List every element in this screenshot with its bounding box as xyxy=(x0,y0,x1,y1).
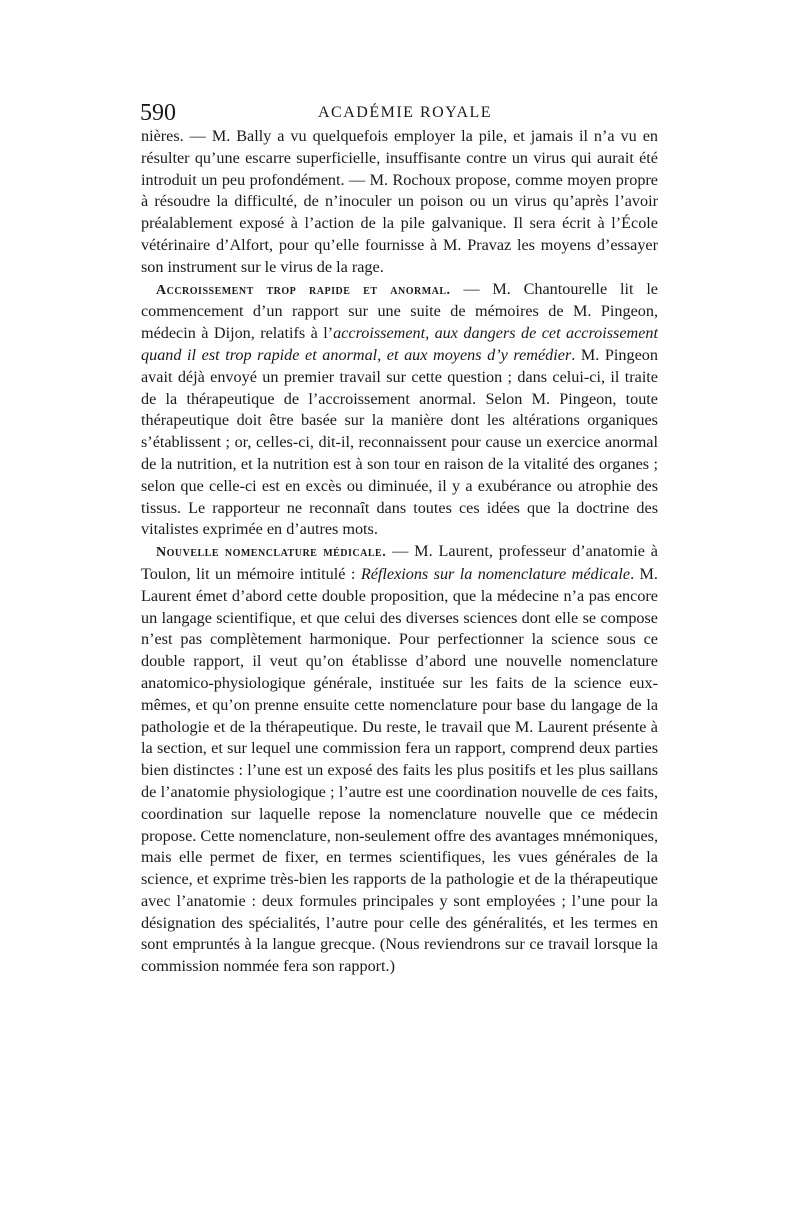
section-heading: Accroissement trop rapide et anormal. xyxy=(156,282,451,298)
paragraph-accroissement xyxy=(141,279,658,542)
paragraph-text: — M. Laurent, professeur d’anatomie à Toulon, lit un mémoire intitulé : xyxy=(141,542,658,583)
page-number: 590 xyxy=(140,100,176,126)
paragraph-text: . M. Laurent émet d’abord cette double proposition, que la médecine n’a pas encore un langage scientifique, et que celui des diverses sciences dont elle se compose n’est pas complètement harmonique. Pour perfectionner la science sous ce double rapport, il veut qu’on établisse d’abord une nouvelle nomenclature anatomico-physiologique générale, instituée sur les faits de la science eux-mêmes, et qu’on prenne ensuite cette nomenclature pour base du langage de la pathologie et de la thérapeutique. Du reste, le travail que M. Laurent présente à la section, et sur lequel une commission fera un rapport, comprend deux parties bien distinctes : l’une est un exposé des faits les plus positifs et les plus saillans de l’anatomie physiologique ; l’autre est une coordination nouvelle de ces faits, coordination sur laquelle repose la nomenclature nouvelle que ce médecin propose. Cette nomenclature, non-seulement offre des avantages mnémoniques, mais elle permet de fixer, en termes scientifiques, les vues générales de la science, et exprime très-bien les rapports de la pathologie et de la thérapeutique avec l’anatomie : deux formules principales y sont employées ; l’une pour la désignation des spécialités, l’autre pour celle des généralités, et les termes en sont empruntés à la langue grecque. (Nous reviendrons sur ce travail lorsque la commission nommée fera son rapport.) xyxy=(141,564,658,976)
paragraph-rage-virus xyxy=(141,126,658,279)
page-body xyxy=(141,126,658,978)
italic-title: Réflexions sur la nomenclature médicale xyxy=(360,564,631,583)
paragraph-text: . M. Pingeon avait déjà envoyé un premier travail sur cette question ; dans celui-ci, il traite de la thérapeutique de l’accroissement anormal. Selon M. Pingeon, toute thérapeutique doit être basée sur la manière dont les altérations organiques s’établissent ; or, celles-ci, dit-il, reconnaissent pour cause un exercice anormal de la nutrition, et la nutrition est à son tour en raison de la vitalité des organes ; selon que celle-ci est en excès ou diminuée, il y a exubérance ou atrophie des tissus. Le rapporteur ne reconnaît dans toutes ces idées que la doctrine des vitalistes exprimée en d’autres mots. xyxy=(141,345,658,539)
paragraph-text: — M. Chantourelle lit le commencement d’un rapport sur une suite de mémoires de M. Pingeon, médecin à Dijon, relatifs à l’ xyxy=(141,279,658,343)
italic-title: accroissement, aux dangers de cet accroissement quand il est trop rapide et anormal, et aux moyens d’y remédier xyxy=(141,324,658,364)
section-heading: Nouvelle nomenclature médicale. xyxy=(156,545,387,561)
paragraph-nomenclature xyxy=(141,541,658,978)
paragraph-text: nières. — M. Bally a vu quelquefois employer la pile, et jamais il n’a vu en résulter qu’une escarre superficielle, insuffisante contre un virus qui aurait été introduit un peu profondément. — M. Rochoux propose, comme moyen propre à résoudre la difficulté, de n’inoculer un poison ou un virus qu’après l’avoir préalablement exposé à l’action de la pile galvanique. Il sera écrit à l’École vétérinaire d’Alfort, pour qu’elle fournisse à M. Pravaz les moyens d’essayer son instrument sur le virus de la rage. xyxy=(141,127,658,276)
page-header xyxy=(140,100,660,126)
running-title: ACADÉMIE ROYALE xyxy=(318,104,493,121)
